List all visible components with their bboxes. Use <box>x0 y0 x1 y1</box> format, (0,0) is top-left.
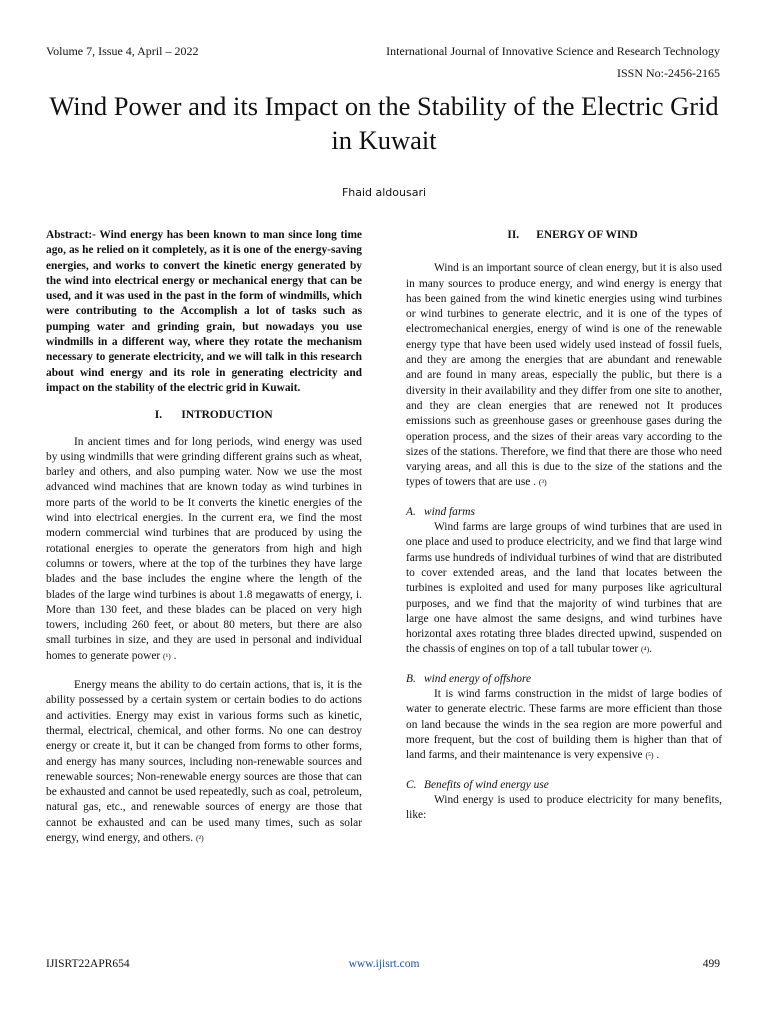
section-title: ENERGY OF WIND <box>536 229 638 241</box>
offshore-paragraph <box>406 687 722 763</box>
citation-marker: (¹) <box>163 651 171 661</box>
subsection-heading-wind-farms <box>406 505 722 520</box>
section-number: II. <box>507 229 520 241</box>
subsection-heading-offshore <box>406 672 722 687</box>
subsection-title: wind farms <box>424 505 475 518</box>
header-journal: International Journal of Innovative Science and Research Technology <box>386 44 720 58</box>
citation-marker: (³) <box>538 478 547 488</box>
section-number: I. <box>154 409 163 422</box>
intro-paragraph-1 <box>46 435 362 664</box>
section-heading-introduction <box>46 408 362 423</box>
citation-marker: (⁵) <box>645 751 654 761</box>
energy-paragraph-1 <box>406 261 722 490</box>
right-column <box>406 228 722 837</box>
paragraph-end: . <box>170 649 177 662</box>
header-volume: Volume 7, Issue 4, April – 2022 <box>46 44 199 58</box>
subsection-label: A. <box>406 505 416 518</box>
subsection-heading-benefits <box>406 778 722 793</box>
subsection-label: B. <box>406 672 416 685</box>
citation-marker: (²) <box>195 833 204 843</box>
author-name: Fhaid aldousari <box>341 186 427 199</box>
citation-marker: (⁴) <box>641 645 650 655</box>
paragraph-text: In ancient times and for long periods, wind energy was used by using windmills that were grinding different grains such as wheat, barley and others, and also pumping water. Now we use the most advanced wind machines that are known today as wind turbines in more parts of the world to be It converts the kinetic energies of the wind into electrical energies. In the current era, we find the most modern commercial wind turbines that are produced by using the rotational energies to operate the generators from high and high columns or towers, where at the top of the turbines they have large blades and the base includes the engine where the length of the blades of the large wind turbines is about 1.8 megawatts of energy, i. More than 130 feet, and these blades can be placed on very high towers, including 260 feet, or about 80 meters, but there are also small turbines in size, and they are used in personal and individual homes to generate power <box>46 435 362 662</box>
subsection-title: wind energy of offshore <box>424 672 532 685</box>
paragraph-text: Energy means the ability to do certain actions, that is, it is the ability possessed by a certain system or certain bodies to do actions and activities. Energy may exist in various forms such as kinetic, thermal, electrical, chemical, and other forms. No one can destroy energy or create it, but it can be changed from forms to other forms, and energy has many sources, including non-renewable sources and renewable sources; Non-renewable energy sources are those that can be exhausted and cannot be used repeatedly, such as coal, petroleum, natural gas, etc., and renewable sources of energy are those that cannot be exhausted and can be used many times, such as solar energy, wind energy, and others. <box>46 679 362 844</box>
footer-website-link[interactable]: www.ijisrt.com <box>348 958 420 970</box>
header-issn: ISSN No:-2456-2165 <box>616 66 720 80</box>
footer-code: IJISRT22APR654 <box>46 958 130 970</box>
subsection-title: Benefits of wind energy use <box>424 778 549 791</box>
paragraph-end: . <box>649 643 653 656</box>
paragraph-text: It is wind farms construction in the midst of large bodies of water to generate electric. These farms are more efficient than those on land because the winds in the sea region are more powerful and more frequent, but the cost of building them is higher than that of land farms, and their maintenance is very expensive <box>406 688 722 762</box>
subsection-label: C. <box>406 778 417 791</box>
abstract: Abstract:- Wind energy has been known to man since long time ago, as he relied on it completely, as it is one of the energy-saving energies, and works to convert the kinetic energy generated by the wind into electrical energy or mechanical energy that can be used, and it was used in the past in the form of windmills, which were contributing to the Accomplish a lot of tasks such as pumping water and grinding grain, but nowadays you use windmills in a different way, where they rotate the mechanism necessary to generate electricity, and we will talk in this research about wind energy and its role in generating electricity and impact on the stability of the electric grid in Kuwait. <box>46 229 362 394</box>
paragraph-text: Wind is an important source of clean energy, but it is also used in many sources to produce energy, and wind energy is energy that has been gained from the wind kinetic energies using wind turbines or wind turbines to generate electric, and it is one of the types of electromechanical energies, energy of wind is one of the renewable energy type that have been used widely used instead of fossil fuels, and they are among the energies that are abundant and renewable and are found in many areas, especially the public, but there is a diversity in their availability and they differ from one site to another, and they are clean energies that are renewed not It produces emissions such as greenhouse gases or greenhouse gases during the operation process, and the sizes of their areas vary according to the sizes of the stations. Therefore, we find that there are those who need varying areas, and all this is due to the size of the stations and the types of towers that are use . <box>406 262 722 489</box>
paragraph-text: Wind farms are large groups of wind turbines that are used in one place and used to produce electricity, and we find that large wind farms use hundreds of individual turbines of wind that are distributed to cover extended areas, and the land that locates between the turbines is exploited and used for many purposes like agricultural purposes, and we find that the majority of wind turbines that are large one have almost the same designs, and wind turbines have horizontal axes rotating three blades directed upwind, suspended on the chassis of engines on top of a tall tubular tower <box>406 521 722 656</box>
benefits-paragraph: Wind energy is used to produce electricity for many benefits, like: <box>406 793 722 822</box>
wind-farms-paragraph <box>406 520 722 658</box>
intro-paragraph-2 <box>46 678 362 846</box>
paragraph-end: . <box>653 749 660 762</box>
paper-title: Wind Power and its Impact on the Stability of the Electric Grid in Kuwait <box>49 91 719 155</box>
footer-page-number: 499 <box>702 958 720 970</box>
section-heading-energy-of-wind <box>406 228 722 243</box>
section-title: INTRODUCTION <box>181 409 273 422</box>
left-column <box>46 228 362 860</box>
